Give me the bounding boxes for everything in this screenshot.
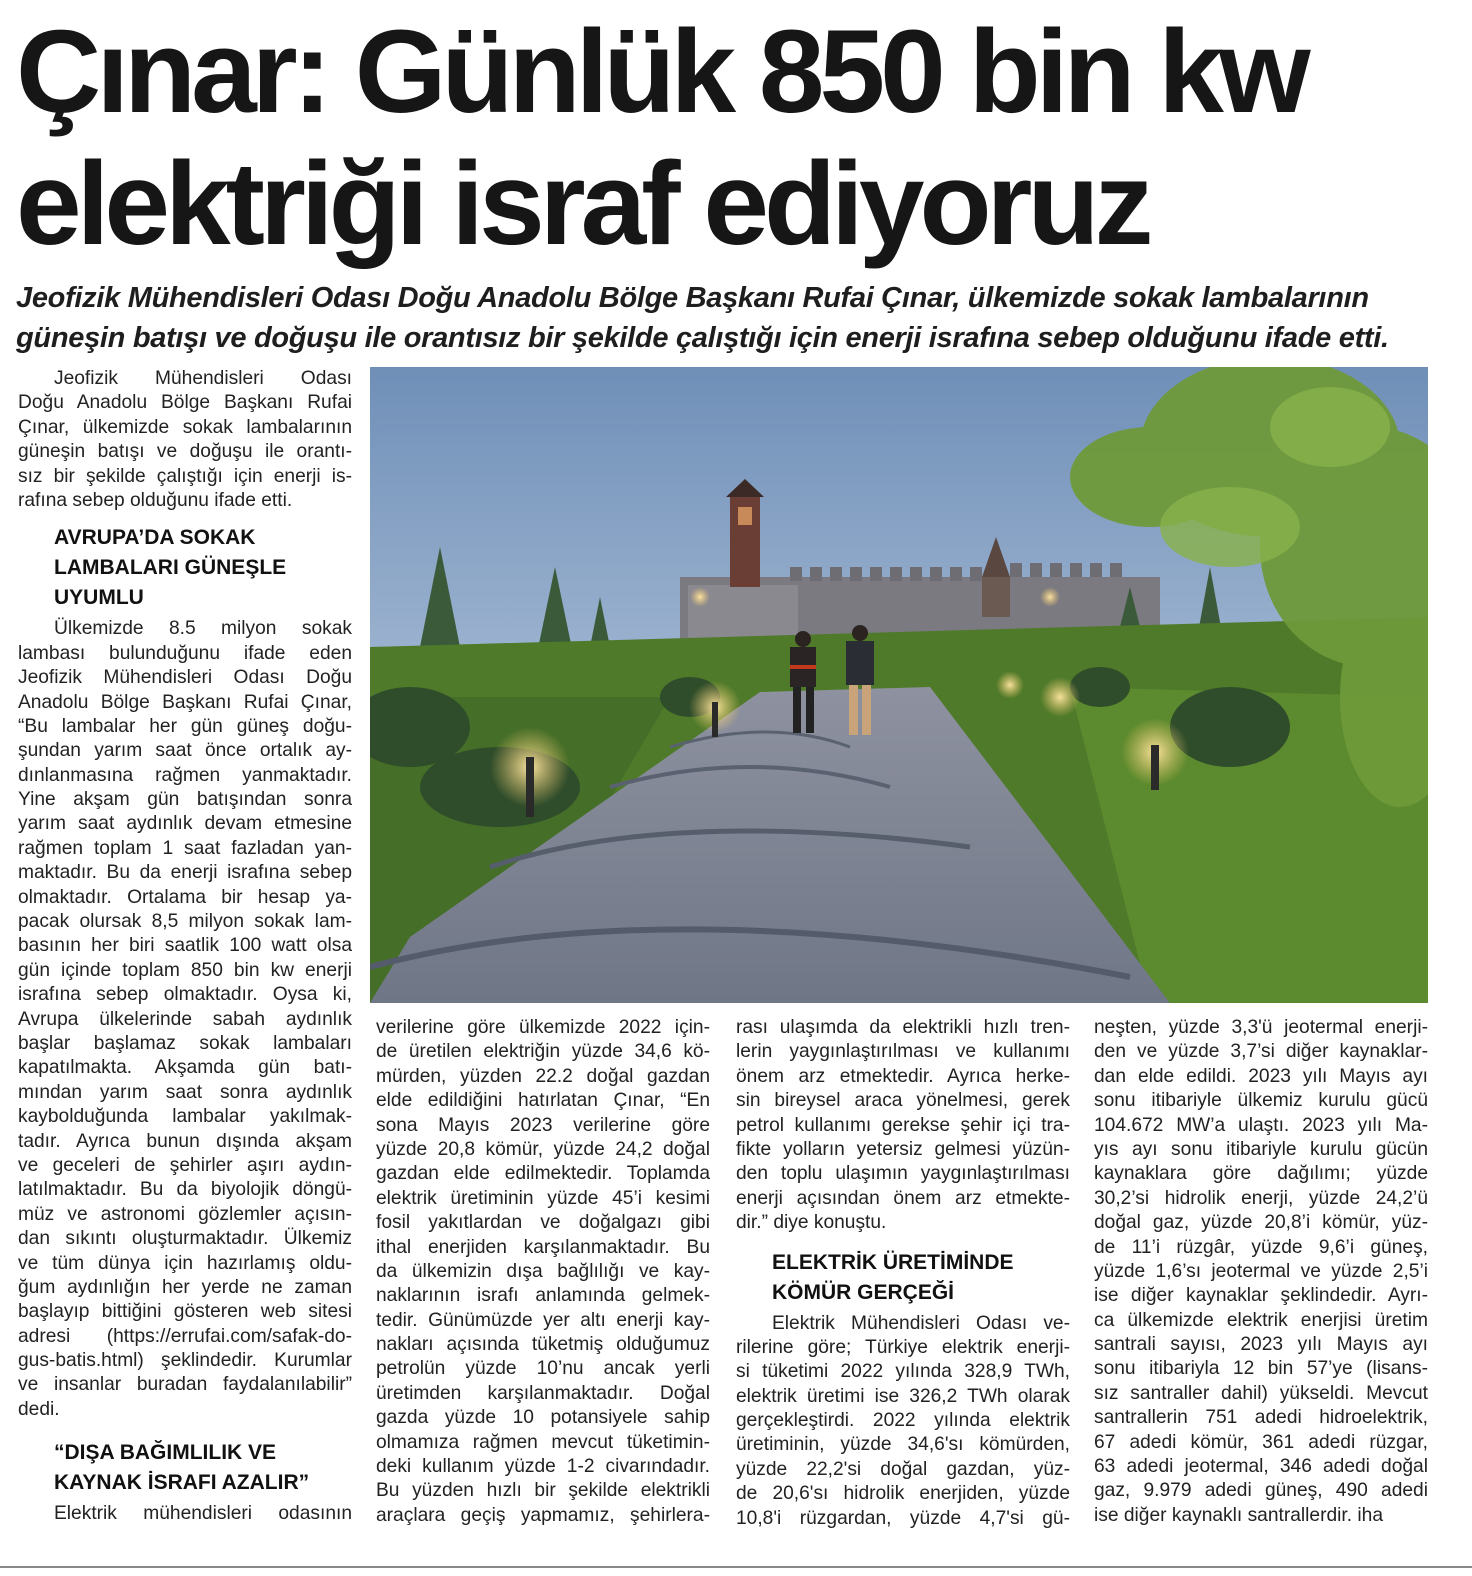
text-line: sona Mayıs 2023 verilerine göre xyxy=(376,1114,710,1136)
text-line: ithal enerjiden karşılanmaktadır. Bu xyxy=(376,1236,710,1258)
text-line: Anadolu Bölge Başkanı Rufai Çınar, xyxy=(18,691,352,713)
body-paragraph xyxy=(18,617,352,1422)
text-line: neşten, yüzde 3,3'ü jeotermal enerji- xyxy=(1094,1017,1428,1038)
text-line: santrali sayısı, 2023 yılı Mayıs ayı xyxy=(1094,1334,1428,1356)
text-line: rilerine göre; Türkiye elektrik enerji- xyxy=(736,1336,1070,1358)
text-line: ve tüm dünya için hazırlamış oldu- xyxy=(18,1252,352,1274)
subheading-line: KÖMÜR GERÇEĞİ xyxy=(772,1280,955,1304)
text-line: gazda yüzde 10 potansiyele sahip xyxy=(376,1407,710,1429)
text-line: rası ulaşımda da elektrikli hızlı tren- xyxy=(736,1017,1070,1038)
text-line: dınlanmasına rağmen yanmaktadır. xyxy=(18,764,352,786)
text-line: de üretilen elektriğin yüzde 34,6 kö- xyxy=(376,1041,710,1063)
text-line: dan elde edildi. 2023 yılı Mayıs ayı xyxy=(1094,1065,1428,1087)
text-line: lambası bulunduğunu ifade eden xyxy=(18,642,352,664)
text-line: 30,2’si hidrolik enerji, yüzde 24,2’ü xyxy=(1094,1187,1428,1209)
text-line: Elektrik mühendisleri odasının xyxy=(54,1503,352,1525)
text-line: 10,8'i rüzgardan, yüzde 4,7'si gü- xyxy=(736,1507,1070,1529)
text-line: Çınar, ülkemizde sokak lambalarının xyxy=(18,416,352,438)
text-line: ğum aydınlığın her yerde ne zaman xyxy=(18,1276,352,1298)
text-line: yüzde 1,6’sı jeotermal ve yüzde 2,5’i xyxy=(1094,1260,1428,1282)
text-line: Jeofizik Mühendisleri Odası xyxy=(54,368,352,389)
standfirst-line-1: Jeofizik Mühendisleri Odası Doğu Anadolu Bölge Başkanı Rufai Çınar, ülkemizde sokak lambalarının xyxy=(16,282,1369,314)
text-line: olmaktadır. Ortalama bir hesap ya- xyxy=(18,886,352,908)
article-column-2 xyxy=(376,1016,710,1528)
text-line: ise diğer kaynaklı santrallerdir. iha xyxy=(1094,1504,1384,1526)
text-line: fosil yakıtlardan ve doğalgazı gibi xyxy=(376,1212,710,1234)
text-line: rağmen toplam 1 saat fazladan yan- xyxy=(18,837,352,859)
text-line: gazdan elde edilmektedir. Toplamda xyxy=(376,1163,710,1185)
article-column-4 xyxy=(1094,1016,1428,1528)
text-line: enerji açısından önem arz etmekte- xyxy=(736,1187,1070,1209)
text-line: latılmaktadır. Bu da biyolojik döngü- xyxy=(18,1179,352,1201)
text-line: sız santraller dahil) yükseldi. Mevcut xyxy=(1094,1382,1428,1404)
subheading-disa-bagimlilik xyxy=(18,1438,352,1498)
text-line: adresi (https://errufai.com/safak-do- xyxy=(18,1325,352,1347)
text-line: tadır. Ayrıca bunun dışında akşam xyxy=(18,1130,352,1152)
text-line: mından yarım saat sonra aydınlık xyxy=(18,1081,352,1103)
text-line: si tüketimi 2022 yılında 328,9 TWh, xyxy=(736,1361,1070,1383)
text-line: “Bu lambalar her gün güneş doğu- xyxy=(18,715,352,737)
text-line: ve geceleri de şehirler aşırı aydın- xyxy=(18,1154,352,1176)
text-line: kaybolduğunda lambalar yakılmak- xyxy=(18,1106,352,1128)
text-line: Elektrik Mühendisleri Odası ve- xyxy=(772,1312,1070,1334)
text-line: müz ve astronomi gözlemler açısın- xyxy=(18,1203,352,1225)
text-line: israfına sebep olmaktadır. Oysa ki, xyxy=(18,984,352,1006)
text-line: gaz, 9.979 adedi güneş, 490 adedi xyxy=(1094,1480,1428,1502)
article-column-3 xyxy=(736,1016,1070,1531)
headline-line-1: Çınar: Günlük 850 bin kw xyxy=(16,6,1306,138)
text-line: önem arz etmektedir. Ayrıca herke- xyxy=(736,1065,1070,1087)
subheading-line: KAYNAK İSRAFI AZALIR” xyxy=(54,1471,310,1495)
body-paragraph xyxy=(18,1502,352,1526)
text-line: kaynaklara göre dağılımı; yüzde xyxy=(1094,1163,1428,1185)
headline xyxy=(16,6,1456,270)
text-line: sonu itibariyle ülkemiz kurulu gücü xyxy=(1094,1090,1428,1112)
text-line: petrolün yüzde 10’nu ancak yerli xyxy=(376,1358,710,1380)
text-line: 67 adedi kömür, 361 adedi rüzgar, xyxy=(1094,1431,1428,1453)
body-paragraph xyxy=(736,1016,1070,1236)
text-line: de 20,6'sı hidrolik enerjiden, yüzde xyxy=(736,1483,1070,1505)
article-column-1 xyxy=(18,367,352,1527)
text-line: den toplu ulaşımın yaygınlaştırılması xyxy=(736,1163,1070,1185)
text-line: Yine akşam gün batışından sonra xyxy=(18,789,352,811)
subheading-line: AVRUPA’DA SOKAK xyxy=(54,526,256,550)
text-line: elektrik üretiminin yüzde 45’i kesimi xyxy=(376,1187,710,1209)
text-line: dedi. xyxy=(18,1398,60,1420)
text-line: rafına sebep olduğunu ifade etti. xyxy=(18,489,293,511)
text-line: da ülkemizin dışa bağlılığı ve kay- xyxy=(376,1260,710,1282)
subheading-line: ELEKTRİK ÜRETİMİNDE xyxy=(772,1250,1014,1274)
subheading-avrupa xyxy=(18,523,352,613)
text-line: gerçekleştirdi. 2022 yılında elektrik xyxy=(736,1410,1070,1432)
intro-paragraph xyxy=(18,367,352,513)
text-line: ca ülkemizde elektrik enerjisi üretim xyxy=(1094,1309,1428,1331)
text-line: lerin yaygınlaştırılması ve kullanımı xyxy=(736,1041,1070,1063)
text-line: güneşin batışı ve doğuşu ile orantı- xyxy=(18,441,352,463)
text-line: kapatılmakta. Akşamda gün batı- xyxy=(18,1057,352,1079)
text-line: üretiminin, yüzde 34,6'sı kömürden, xyxy=(736,1434,1070,1456)
text-line: fikte yolların yetersiz gelmesi yüzün- xyxy=(736,1138,1070,1160)
park-photo xyxy=(370,367,1428,1003)
text-line: Doğu Anadolu Bölge Başkanı Rufai xyxy=(18,392,352,414)
text-line: üretimden karşılanmaktadır. Doğal xyxy=(376,1382,710,1404)
text-line: tedir. Günümüzde yer altı enerji kay- xyxy=(376,1309,710,1331)
subheading-line: “DIŞA BAĞIMLILIK VE xyxy=(54,1441,277,1465)
text-line: ve insanlar buradan faydalanılabilir” xyxy=(18,1374,352,1396)
text-line: basının her biri saatlik 100 watt olsa xyxy=(18,935,352,957)
text-line: elektrik üretimi ise 326,2 TWh olarak xyxy=(736,1385,1070,1407)
text-line: elde edildiğini hatırlatan Çınar, “En xyxy=(376,1090,710,1112)
text-line: dan sıkıntı oluşturmaktadır. Ülkemiz xyxy=(18,1228,352,1250)
text-line: sonu itibariyla 12 bin 57’ye (lisans- xyxy=(1094,1358,1428,1380)
subheading-line: LAMBALARI GÜNEŞLE xyxy=(54,556,287,580)
text-line: den ve yüzde 3,7’si diğer kaynaklar- xyxy=(1094,1041,1428,1063)
park-evening-scene-image xyxy=(370,367,1428,1003)
text-line: gus-batis.html) şeklindedir. Kurumlar xyxy=(18,1350,352,1372)
text-line: gün içinde toplam 850 bin kw enerji xyxy=(18,959,352,981)
text-line: araçlara geçiş yapmamız, şehirlera- xyxy=(376,1504,710,1526)
text-line: 63 adedi jeotermal, 346 adedi doğal xyxy=(1094,1456,1428,1478)
text-line: verilerine göre ülkemizde 2022 için- xyxy=(376,1017,710,1038)
subheading-komur-gercegi xyxy=(736,1248,1070,1308)
standfirst-line-2: güneşin batışı ve doğuşu ile orantısız bir şekilde çalıştığı için enerji israfına sebep olduğunu ifade etti. xyxy=(16,322,1389,354)
text-line: deki kullanım yüzde 1-2 civarındadır. xyxy=(376,1456,710,1478)
text-line: yüzde 22,2'si doğal gazdan, yüz- xyxy=(736,1458,1070,1480)
standfirst xyxy=(16,278,1436,358)
text-line: Bu yüzden hızlı bir şekilde elektrikli xyxy=(376,1480,710,1502)
text-line: 104.672 MW’a ulaştı. 2023 yılı Ma- xyxy=(1094,1114,1428,1136)
headline-line-2: elektriği israf ediyoruz xyxy=(16,138,1149,270)
text-line: şundan yarım saat önce ortalık ay- xyxy=(18,740,352,762)
body-paragraph xyxy=(736,1312,1070,1532)
text-line: doğal gaz, yüzde 20,8’i kömür, yüz- xyxy=(1094,1212,1428,1234)
text-line: yıs ayı sonu itibariyle kurulu gücün xyxy=(1094,1138,1428,1160)
text-line: dir.” diye konuştu. xyxy=(736,1212,887,1234)
text-line: ise diğer kaynaklar şeklindedir. Ayrı- xyxy=(1094,1285,1428,1307)
subheading-line: UYUMLU xyxy=(54,586,144,610)
text-line: yüzde 20,8 kömür, yüzde 24,2 doğal xyxy=(376,1138,710,1160)
text-line: sin bireysel araca yönelmesi, gerek xyxy=(736,1090,1070,1112)
text-line: olmamıza rağmen mevcut tüketimin- xyxy=(376,1431,710,1453)
text-line: Jeofizik Mühendisleri Odası Doğu xyxy=(18,667,352,689)
text-line: yarım saat aydınlık devam etmesine xyxy=(18,813,352,835)
text-line: maktadır. Bu da enerji israfına sebep xyxy=(18,862,352,884)
text-line: sız bir şekilde çalıştığı için enerji is- xyxy=(18,465,352,487)
text-line: petrol kullanımı gerekse şehir içi tra- xyxy=(736,1114,1070,1136)
text-line: pacak olursak 8,5 milyon sokak lam- xyxy=(18,911,352,933)
page-bottom-rule xyxy=(0,1566,1472,1568)
text-line: naklarının israfı anlamında gelmek- xyxy=(376,1285,710,1307)
text-line: Ülkemizde 8.5 milyon sokak xyxy=(54,618,352,640)
text-line: de 11’i rüzgâr, yüzde 9,6’i güneş, xyxy=(1094,1236,1428,1258)
text-line: mürden, yüzden 22.2 doğal gazdan xyxy=(376,1065,710,1087)
text-line: başlar başlamaz sokak lambaları xyxy=(18,1032,352,1054)
text-line: santrallerin 751 adedi hidroelektrik, xyxy=(1094,1407,1428,1429)
text-line: nakları açısında tüketmiş olduğumuz xyxy=(376,1334,710,1356)
text-line: başlayıp bittiğini gösteren web sitesi xyxy=(18,1301,352,1323)
text-line: Avrupa ülkelerinde sabah aydınlık xyxy=(18,1008,352,1030)
